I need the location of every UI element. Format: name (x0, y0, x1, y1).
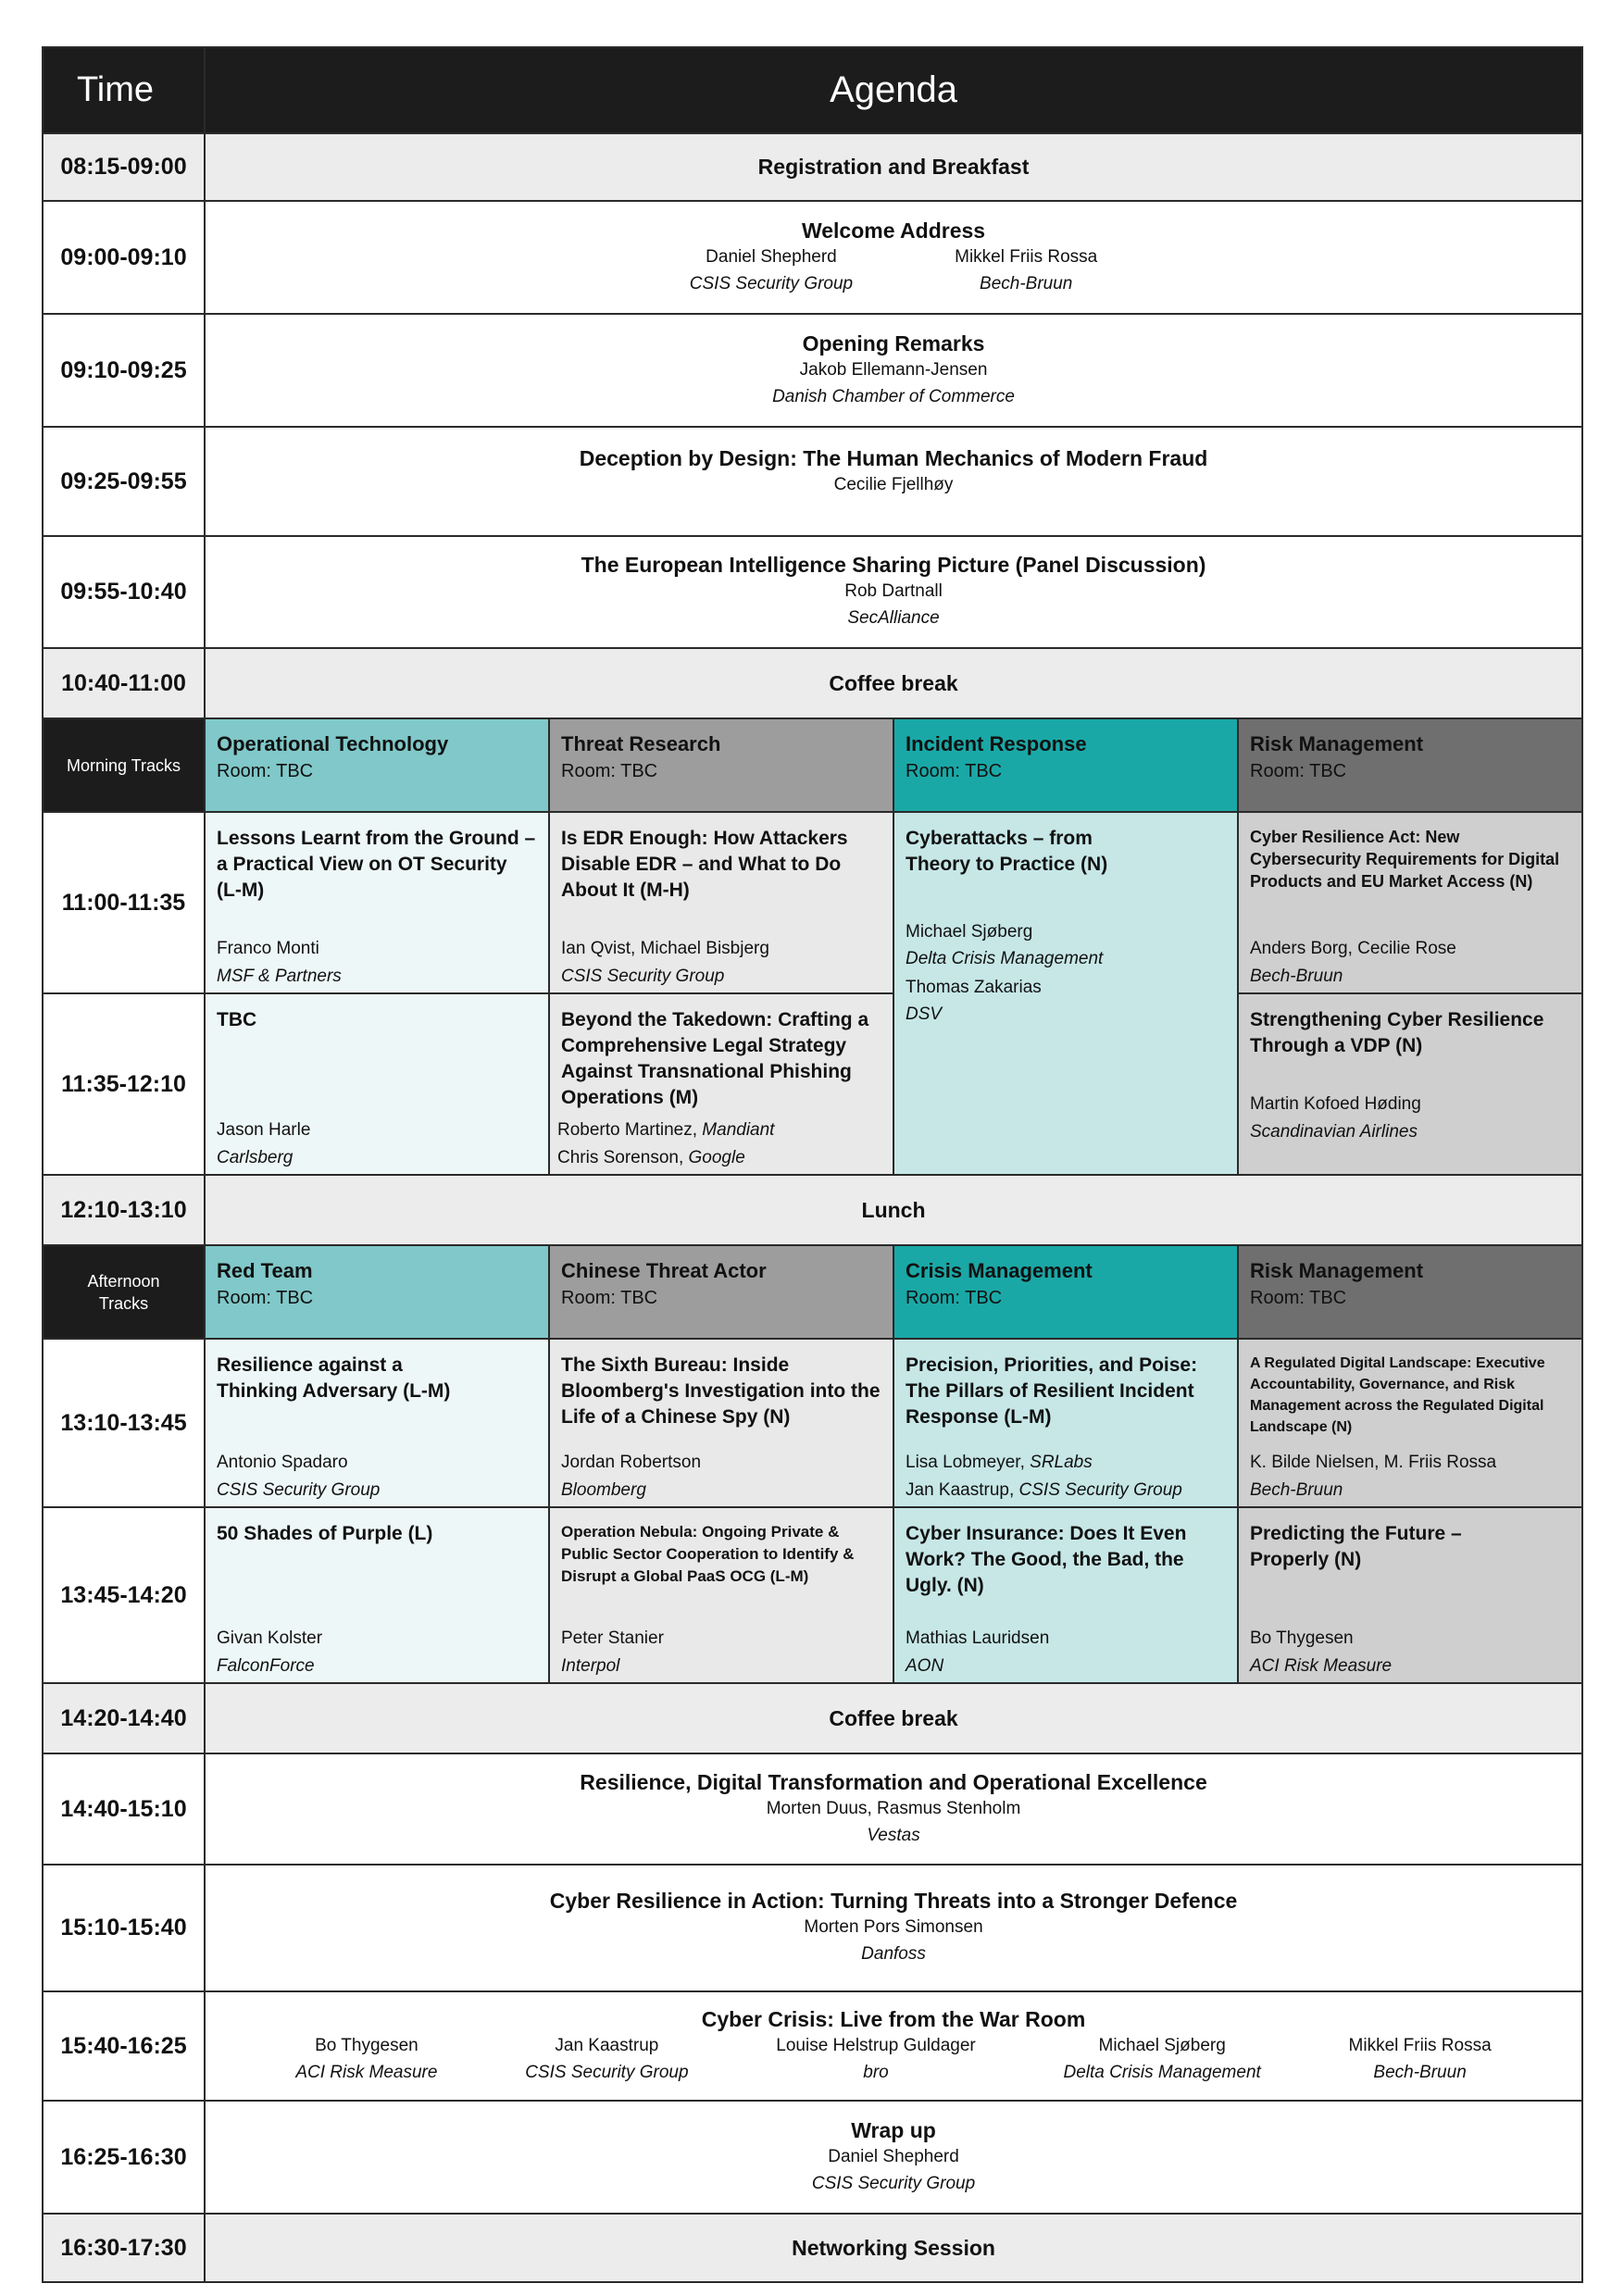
session-cell (1238, 812, 1582, 993)
speaker-name: Martin Kofoed Høding (1250, 1094, 1421, 1114)
welcome-row (43, 201, 1582, 314)
track-room: Room: TBC (1250, 761, 1347, 781)
track-name: Crisis Management (906, 1259, 1093, 1282)
time-cell: 13:10-13:45 (43, 1339, 205, 1507)
session-title: Predicting the Future – Properly (N) (1250, 1523, 1462, 1570)
session-title: A Regulated Digital Landscape: Executive Accountability, Governance, and Risk Management across the Regulated Digital Landscape (N) (1250, 1355, 1545, 1435)
time-cell: 09:25-09:55 (43, 427, 205, 536)
speaker-list (206, 243, 1581, 297)
session-title: The European Intelligence Sharing Picture (Panel Discussion) (581, 553, 1206, 577)
time-cell: 08:15-09:00 (43, 133, 205, 201)
opening-row (43, 314, 1582, 427)
session-title: 50 Shades of Purple (L) (217, 1523, 433, 1544)
speaker-org: Google (688, 1148, 745, 1167)
european-row (43, 536, 1582, 648)
speaker-org: Bloomberg (561, 1480, 646, 1500)
session-cell (205, 201, 1582, 314)
header-row (43, 47, 1582, 133)
speaker-org: DSV (906, 1004, 943, 1024)
time-cell: 14:40-15:10 (43, 1753, 205, 1865)
speaker (1349, 2032, 1492, 2086)
speaker-name: Chris Sorenson, (557, 1148, 689, 1167)
session-title: Cyber Insurance: Does It Even Work? The Good, the Bad, the Ugly. (N) (906, 1523, 1187, 1596)
speaker-name: Michael Sjøberg (906, 922, 1033, 942)
session-title: Is EDR Enough: How Attackers Disable EDR – and What to Do About It (M-H) (561, 828, 848, 901)
speaker-name: Mathias Lauridsen (906, 1628, 1050, 1648)
speaker-name: Jason Harle (217, 1120, 311, 1140)
speaker-org: Danish Chamber of Commerce (772, 386, 1015, 406)
speaker-org: Bech-Bruun (1250, 1480, 1343, 1500)
session-title: Wrap up (851, 2117, 936, 2142)
time-cell: 15:40-16:25 (43, 1991, 205, 2101)
session-cell (893, 812, 1238, 1175)
vestas-row (43, 1753, 1582, 1865)
speaker-org: CSIS Security Group (811, 2173, 976, 2193)
speaker-org: ACI Risk Measure (295, 2062, 438, 2082)
speaker-line (906, 1477, 1182, 1504)
session-cell (1238, 993, 1582, 1175)
afternoon-slot-2-row (43, 1507, 1582, 1683)
time-cell: 16:30-17:30 (43, 2214, 205, 2282)
track-room: Room: TBC (906, 761, 1003, 781)
time-cell: 10:40-11:00 (43, 648, 205, 718)
session-cell (205, 1865, 1582, 1991)
track-name: Risk Management (1250, 732, 1424, 755)
speaker-org: Carlsberg (217, 1148, 294, 1167)
afternoon-tracks-row (43, 1245, 1582, 1339)
session-title: TBC (217, 1009, 257, 1030)
tracks-label-line: Afternoon (87, 1271, 160, 1291)
coffee-break-row (43, 1683, 1582, 1753)
speaker-name: Louise Helstrup Guldager (776, 2035, 976, 2055)
agenda-table (42, 46, 1583, 2283)
speaker-name: Rob Dartnall (844, 581, 943, 601)
session-title: Operation Nebula: Ongoing Private & Public Sector Cooperation to Identify & Disrupt a Global PaaS OCG (L-M) (561, 1523, 855, 1585)
session-cell (205, 1991, 1582, 2101)
speaker-name: Franco Monti (217, 939, 319, 958)
session-title: Strengthening Cyber Resilience Through a VDP (N) (1250, 1009, 1544, 1056)
speaker-org: Interpol (561, 1656, 620, 1676)
speaker-name: Bo Thygesen (315, 2035, 418, 2055)
session-cell (549, 993, 893, 1175)
speaker-org: CSIS Security Group (1018, 1480, 1182, 1500)
networking-row (43, 2214, 1582, 2282)
speaker (690, 243, 853, 297)
session-cell (205, 427, 1582, 536)
speaker (1063, 2032, 1260, 2086)
time-header: Time (43, 47, 205, 133)
speaker-name: Daniel Shepherd (828, 2146, 959, 2166)
speaker-org: Bech-Bruun (1250, 967, 1343, 986)
speaker-name: Michael Sjøberg (1098, 2035, 1226, 2055)
session-cell (549, 1339, 893, 1507)
time-cell: 14:20-14:40 (43, 1683, 205, 1753)
track-header (549, 1245, 893, 1339)
session-title: Resilience, Digital Transformation and Operational Excellence (580, 1769, 1207, 1794)
speaker-line (557, 1117, 774, 1144)
track-name: Chinese Threat Actor (561, 1259, 767, 1282)
afternoon-tracks-label (43, 1245, 205, 1339)
session-title: Opening Remarks (802, 331, 985, 356)
time-cell: 09:55-10:40 (43, 536, 205, 648)
morning-slot-1-row (43, 812, 1582, 993)
speaker-org: Danfoss (861, 1944, 926, 1964)
track-header (893, 1245, 1238, 1339)
speaker-org: ACI Risk Measure (1250, 1656, 1393, 1676)
session-cell (205, 1753, 1582, 1865)
session-cell (205, 2101, 1582, 2214)
speaker (776, 2032, 975, 2086)
session-title: Cyber Resilience Act: New Cybersecurity Requirements for Digital Products and EU Market Access (N) (1250, 828, 1560, 891)
track-header (893, 718, 1238, 812)
session-cell (1238, 1339, 1582, 1507)
speaker-org: bro (863, 2062, 889, 2082)
session-title: Cyber Crisis: Live from the War Room (701, 2006, 1086, 2031)
session-cell (205, 812, 549, 993)
speaker-name: Morten Pors Simonsen (804, 1917, 983, 1937)
speaker-org: Bech-Bruun (980, 273, 1073, 293)
track-room: Room: TBC (217, 1288, 314, 1308)
track-header (205, 718, 549, 812)
speaker-org: Scandinavian Airlines (1250, 1122, 1418, 1142)
speaker-name: Lisa Lobmeyer, (906, 1453, 1031, 1472)
speaker-org: SecAlliance (847, 608, 940, 628)
speaker-name: Thomas Zakarias (906, 978, 1042, 997)
track-name: Red Team (217, 1259, 313, 1282)
session-cell (205, 536, 1582, 648)
speaker-org: FalconForce (217, 1656, 315, 1676)
speaker (295, 2032, 437, 2086)
speaker-name: Ian Qvist, Michael Bisbjerg (561, 939, 769, 958)
speaker-name: Jan Kaastrup (555, 2035, 659, 2055)
session-cell (205, 314, 1582, 427)
time-cell: 12:10-13:10 (43, 1175, 205, 1245)
track-header (1238, 718, 1582, 812)
cyber-crisis-row (43, 1991, 1582, 2101)
track-name: Risk Management (1250, 1259, 1424, 1282)
speaker-line (557, 1144, 774, 1172)
track-name: Operational Technology (217, 732, 449, 755)
session-cell (893, 1507, 1238, 1683)
speaker-name: Givan Kolster (217, 1628, 323, 1648)
deception-row (43, 427, 1582, 536)
time-cell: 11:35-12:10 (43, 993, 205, 1175)
speaker-org: Delta Crisis Management (906, 949, 1104, 968)
speaker-org: Vestas (867, 1825, 920, 1845)
session-title: Cyber Resilience in Action: Turning Threats into a Stronger Defence (549, 1889, 1238, 1913)
track-name: Incident Response (906, 732, 1087, 755)
track-room: Room: TBC (217, 761, 314, 781)
afternoon-slot-1-row (43, 1339, 1582, 1507)
speaker-list (206, 2032, 1581, 2086)
speaker-org: CSIS Security Group (561, 967, 725, 986)
speaker-org: SRLabs (1030, 1453, 1093, 1472)
speaker-org: CSIS Security Group (217, 1480, 381, 1500)
track-header (1238, 1245, 1582, 1339)
morning-tracks-row (43, 718, 1582, 812)
session-title: Cyberattacks – from Theory to Practice (N) (906, 828, 1108, 875)
speaker-org: AON (906, 1656, 944, 1676)
track-room: Room: TBC (561, 1288, 658, 1308)
speaker-line (906, 1449, 1182, 1477)
speaker-name: Cecilie Fjellhøy (833, 475, 954, 494)
session-cell (205, 993, 549, 1175)
track-name: Threat Research (561, 732, 721, 755)
speaker-name: Daniel Shepherd (706, 246, 837, 267)
session-title: Deception by Design: The Human Mechanics of Modern Fraud (579, 446, 1208, 470)
session-title: Resilience against a Thinking Adversary (L-M) (217, 1354, 451, 1402)
agenda-header: Agenda (205, 47, 1582, 133)
speaker-name: Anders Borg, Cecilie Rose (1250, 939, 1456, 958)
session-title: Registration and Breakfast (205, 133, 1582, 201)
time-cell: 16:25-16:30 (43, 2101, 205, 2214)
session-title: Lunch (205, 1175, 1582, 1245)
registration-row (43, 133, 1582, 201)
lunch-row (43, 1175, 1582, 1245)
session-title: Welcome Address (801, 218, 986, 243)
track-room: Room: TBC (906, 1288, 1003, 1308)
speaker-org: CSIS Security Group (689, 273, 854, 293)
time-cell: 09:10-09:25 (43, 314, 205, 427)
morning-tracks-label: Morning Tracks (43, 718, 205, 812)
speaker-name: Morten Duus, Rasmus Stenholm (766, 1798, 1021, 1818)
speaker-org: MSF & Partners (217, 967, 342, 986)
speaker-name: Roberto Martinez, (557, 1120, 703, 1140)
track-header (549, 718, 893, 812)
session-cell (549, 1507, 893, 1683)
wrap-up-row (43, 2101, 1582, 2214)
session-title: Beyond the Takedown: Crafting a Comprehensive Legal Strategy Against Transnational Phishing Operations (M) (561, 1009, 869, 1108)
speaker (525, 2032, 688, 2086)
speaker-name: Antonio Spadaro (217, 1453, 348, 1472)
session-title: Precision, Priorities, and Poise: The Pillars of Resilient Incident Response (L-M) (906, 1354, 1198, 1428)
time-cell: 15:10-15:40 (43, 1865, 205, 1991)
time-cell: 11:00-11:35 (43, 812, 205, 993)
time-cell: 09:00-09:10 (43, 201, 205, 314)
session-cell (205, 1339, 549, 1507)
speaker-org: Bech-Bruun (1373, 2062, 1467, 2082)
track-room: Room: TBC (1250, 1288, 1347, 1308)
speaker-name: Jordan Robertson (561, 1453, 702, 1472)
danfoss-row (43, 1865, 1582, 1991)
track-header (205, 1245, 549, 1339)
time-cell: 13:45-14:20 (43, 1507, 205, 1683)
track-room: Room: TBC (561, 761, 658, 781)
speaker-name: Jakob Ellemann-Jensen (799, 359, 988, 380)
session-cell (205, 1507, 549, 1683)
agenda-page (42, 46, 1582, 2283)
speaker-name: Jan Kaastrup, (906, 1480, 1019, 1500)
session-title: Lessons Learnt from the Ground – a Practical View on OT Security (L-M) (217, 828, 536, 901)
speaker-name: Peter Stanier (561, 1628, 664, 1648)
speaker-name: Mikkel Friis Rossa (1348, 2035, 1492, 2055)
session-title: Coffee break (205, 1683, 1582, 1753)
speaker (955, 243, 1097, 297)
coffee-break-row (43, 648, 1582, 718)
speaker-name: K. Bilde Nielsen, M. Friis Rossa (1250, 1453, 1497, 1472)
speaker-org: Mandiant (702, 1120, 775, 1140)
speaker-name: Bo Thygesen (1250, 1628, 1354, 1648)
speaker-org: CSIS Security Group (525, 2062, 689, 2082)
speaker-org: Delta Crisis Management (1063, 2062, 1261, 2082)
session-cell (1238, 1507, 1582, 1683)
speaker-name: Mikkel Friis Rossa (955, 246, 1098, 267)
tracks-label-line: Tracks (98, 1293, 149, 1313)
session-cell (893, 1339, 1238, 1507)
morning-slot-2-row (43, 993, 1582, 1175)
session-title: Networking Session (205, 2214, 1582, 2282)
session-title: The Sixth Bureau: Inside Bloomberg's Investigation into the Life of a Chinese Spy (N) (561, 1354, 881, 1428)
session-cell (549, 812, 893, 993)
session-title: Coffee break (205, 648, 1582, 718)
